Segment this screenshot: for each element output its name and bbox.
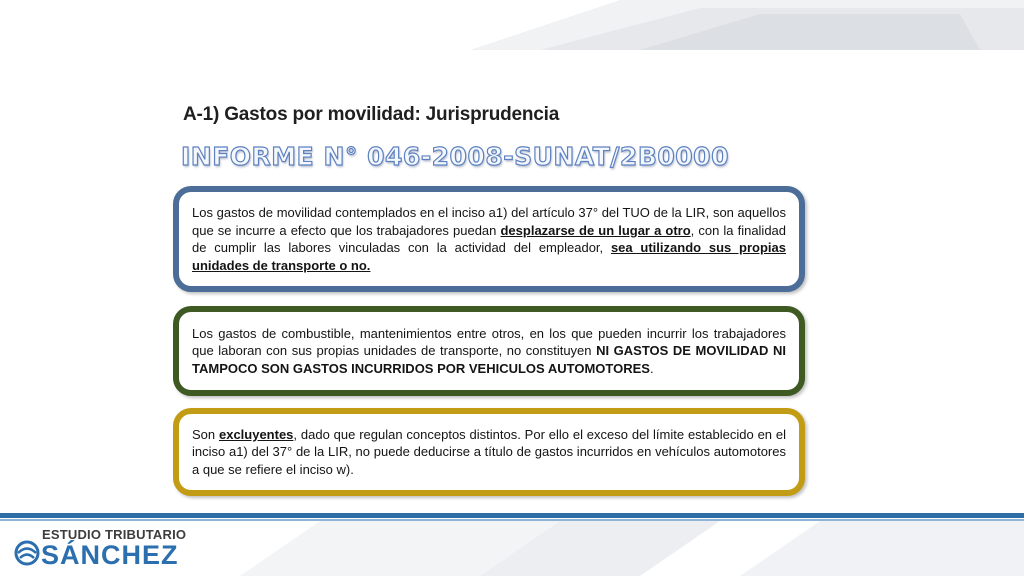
text-segment: Los gastos de movilidad contemplados en el inciso a1) del artículo 37° del TUO de la LIR, son aquellos que se incurre a efecto que los trabajadores puedan xyxy=(192,205,786,238)
brand-name: SÁNCHEZ xyxy=(41,540,179,570)
definition-box xyxy=(173,186,805,292)
text-segment: Son xyxy=(192,426,219,442)
emphasis-segment: desplazarse de un lugar a otro xyxy=(500,222,691,238)
emphasis-segment: NI GASTOS DE MOVILIDAD NI TAMPOCO SON GASTOS INCURRIDOS POR VEHICULOS AUTOMOTORES xyxy=(192,343,786,376)
emphasis-segment: sea utilizando sus propias unidades de transporte o no. xyxy=(192,240,786,273)
exclusion-text xyxy=(192,426,786,479)
emphasis-segment: excluyentes xyxy=(218,426,294,442)
exclusion-box xyxy=(173,408,805,496)
definition-text xyxy=(192,204,786,274)
footer-divider xyxy=(0,513,1024,518)
text-segment: , con la finalidad de cumplir las labores vinculadas con la actividad del empleador, xyxy=(192,222,787,255)
text-segment: . xyxy=(649,360,654,376)
brand-tagline: ESTUDIO TRIBUTARIO xyxy=(42,527,187,542)
header-decoration xyxy=(0,0,1024,50)
slide-subtitle: A-1) Gastos por movilidad: Jurisprudencia xyxy=(183,104,560,125)
fuel-expenses-box xyxy=(173,306,805,396)
globe-logo-icon xyxy=(14,540,40,566)
fuel-expenses-text xyxy=(192,325,786,378)
text-segment: , dado que regulan conceptos distintos. Por ello el exceso del límite establecido en el inciso a1) del 37° de la LIR, no puede deducirse a título de gastos incurridos en vehículos automotores a que se refiere el inciso w). xyxy=(192,426,786,477)
slide-title: INFORME N° 046-2008-SUNAT/2B0000 xyxy=(181,142,729,171)
text-segment: Los gastos de combustible, mantenimientos entre otros, en los que pueden incurrir los trabajadores que laboran con sus propias unidades de transporte, no constituyen xyxy=(192,325,786,359)
